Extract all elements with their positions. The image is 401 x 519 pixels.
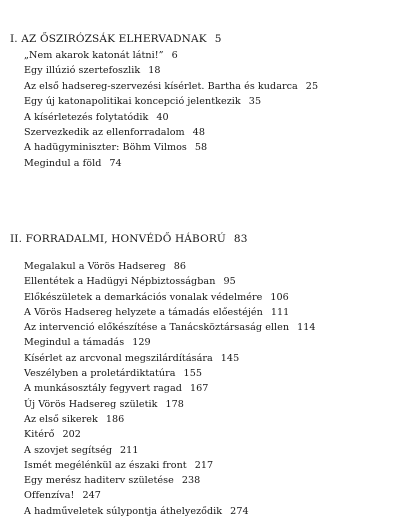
toc-entry <box>24 443 399 458</box>
entry-title: Az intervenció előkészítése a Tanácsköztársaság ellen <box>24 322 290 334</box>
entry-page-number: 6 <box>171 50 178 61</box>
entry-page-number: 58 <box>194 142 208 154</box>
entry-page-number: 40 <box>156 111 169 123</box>
entry-page-number: 247 <box>82 490 101 502</box>
entry-page-number: 217 <box>194 459 214 471</box>
entry-title: Kitérő <box>24 429 55 441</box>
entry-title: Egy merész haditerv születése <box>24 475 174 487</box>
entry-title: „Nem akarok katonát látni!” <box>24 50 164 61</box>
entry-page-number: 145 <box>220 352 240 364</box>
toc-entry <box>24 156 399 171</box>
entry-page-number: 129 <box>132 337 151 349</box>
entry-title: Megindul a támadás <box>24 337 125 349</box>
entry-title: Megalakul a Vörös Hadsereg <box>24 261 166 272</box>
toc-entry <box>24 335 399 350</box>
entry-title: Ismét megélénkül az északi front <box>24 459 187 471</box>
entry-page-number: 211 <box>120 444 139 456</box>
entry-page-number: 238 <box>181 475 201 487</box>
toc-entry <box>24 504 399 519</box>
toc-entry <box>24 488 399 503</box>
entry-title: A munkásosztály fegyvert ragad <box>24 383 182 395</box>
toc-entry <box>24 320 399 335</box>
toc-entry <box>24 140 399 155</box>
entry-title: Egy illúzió szertefoszlik <box>24 65 141 77</box>
entry-page-number: 111 <box>270 306 290 318</box>
entry-title: Előkészületek a demarkációs vonalak védelmére <box>24 291 263 303</box>
entry-page-number: 48 <box>192 126 205 138</box>
entry-page-number: 74 <box>109 157 122 169</box>
entry-title: A kísérletezés folytatódik <box>24 111 149 123</box>
entry-title: A hadműveletek súlypontja áthelyeződik <box>24 505 223 517</box>
toc-entry <box>24 125 399 140</box>
entry-title: Offenzíva! <box>24 490 75 502</box>
entry-page-number: 95 <box>223 276 236 288</box>
entry-title: Szervezkedik az ellenforradalom <box>24 126 185 138</box>
part-page-number: 5 <box>214 33 222 45</box>
entry-page-number: 167 <box>189 383 209 395</box>
entry-title: Az első sikerek <box>24 413 98 425</box>
part-heading <box>10 33 222 46</box>
toc-entry <box>24 48 399 63</box>
entry-page-number: 202 <box>62 429 81 441</box>
part-title: II. FORRADALMI, HONVÉDŐ HÁBORÚ <box>10 233 226 245</box>
toc-entry <box>24 397 399 412</box>
toc-entry <box>24 63 399 78</box>
entry-title: Kísérlet az arcvonal megszilárdítására <box>24 352 213 364</box>
entry-title: Egy új katonapolitikai koncepció jelentkezik <box>24 96 241 108</box>
toc-entry <box>24 110 399 125</box>
entry-page-number: 106 <box>270 291 289 303</box>
chapter-list <box>24 259 399 519</box>
toc-entry <box>24 458 399 473</box>
entry-title: A hadügyminiszter: Böhm Vilmos <box>24 142 187 154</box>
entry-page-number: 178 <box>165 398 184 410</box>
toc-entry <box>24 366 399 381</box>
toc-entry <box>24 305 399 320</box>
entry-title: Ellentétek a Hadügyi Népbiztosságban <box>24 276 216 288</box>
entry-title: Az első hadsereg-szervezési kísérlet. Bartha és kudarca <box>24 80 298 92</box>
toc-entry <box>24 427 399 442</box>
toc-entry <box>24 259 399 274</box>
toc-entry <box>24 79 399 94</box>
toc-entry <box>24 412 399 427</box>
entry-page-number: 274 <box>230 505 249 517</box>
toc-entry <box>24 473 399 488</box>
chapter-list <box>24 48 399 171</box>
entry-title: Megindul a föld <box>24 157 102 169</box>
toc-entry <box>24 94 399 109</box>
entry-page-number: 86 <box>173 261 187 272</box>
part-title: I. AZ ŐSZIRÓZSÁK ELHERVADNAK <box>10 33 207 45</box>
part-page-number: 83 <box>233 233 248 245</box>
toc-entry <box>24 290 399 305</box>
toc-entry <box>24 351 399 366</box>
entry-page-number: 25 <box>305 80 319 92</box>
entry-title: A szovjet segítség <box>24 444 113 456</box>
entry-title: Új Vörös Hadsereg születik <box>24 398 158 410</box>
entry-page-number: 155 <box>183 368 203 380</box>
entry-page-number: 186 <box>105 413 125 425</box>
entry-page-number: 18 <box>148 65 161 77</box>
entry-title: Veszélyben a proletárdiktatúra <box>24 368 176 380</box>
part-heading <box>10 233 248 246</box>
toc-entry <box>24 381 399 396</box>
entry-title: A Vörös Hadsereg helyzete a támadás előestéjén <box>24 306 263 318</box>
entry-page-number: 35 <box>248 96 262 108</box>
toc-entry <box>24 274 399 289</box>
entry-page-number: 114 <box>297 322 316 334</box>
